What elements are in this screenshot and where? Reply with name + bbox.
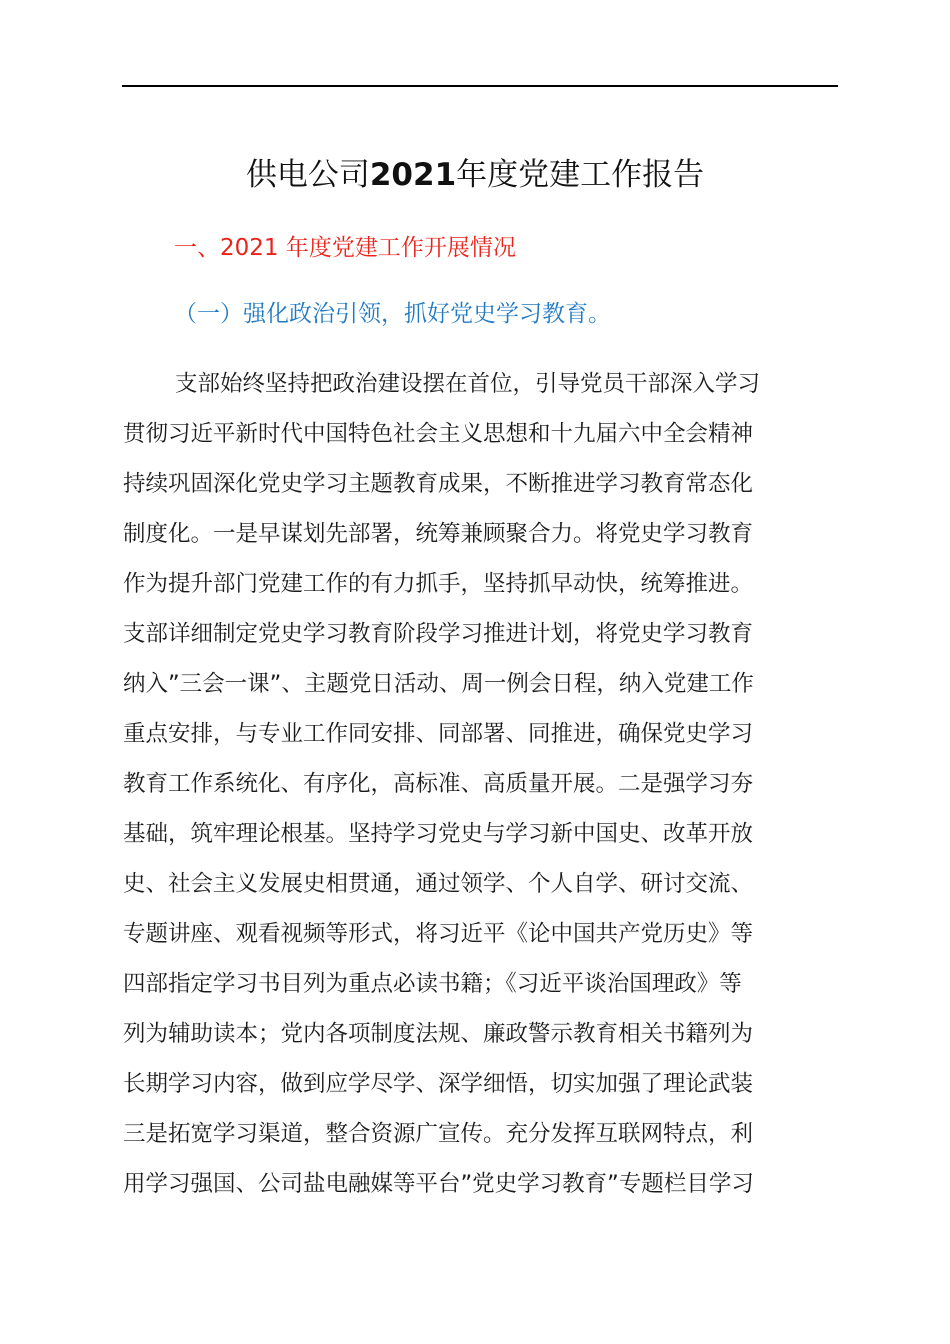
- body-line: 长期学习内容，做到应学尽学、深学细悟，切实加强了理论武装: [123, 1071, 754, 1097]
- subsection-heading: （一）强化政治引领，抓好党史学习教育。: [174, 301, 611, 327]
- body-line: 制度化。一是早谋划先部署，统筹兼顾聚合力。将党史学习教育: [123, 521, 754, 547]
- body-line: 贯彻习近平新时代中国特色社会主义思想和十九届六中全会精神: [123, 421, 754, 447]
- body-line: 用学习强国、公司盐电融媒等平台”党史学习教育”专题栏目学习: [123, 1171, 754, 1197]
- body-line: 史、社会主义发展史相贯通，通过领学、个人自学、研讨交流、: [123, 871, 754, 897]
- body-line: 支部详细制定党史学习教育阶段学习推进计划，将党史学习教育: [123, 621, 754, 647]
- body-line: 持续巩固深化党史学习主题教育成果，不断推进学习教育常态化: [123, 471, 754, 497]
- title-suffix: 年度党建工作报告: [456, 157, 705, 193]
- body-paragraph: [123, 360, 839, 1210]
- body-line: 作为提升部门党建工作的有力抓手，坚持抓早动快，统筹推进。: [123, 571, 754, 597]
- body-line: 列为辅助读本；党内各项制度法规、廉政警示教育相关书籍列为: [123, 1021, 754, 1047]
- body-line: 支部始终坚持把政治建设摆在首位，引导党员干部深入学习: [175, 371, 761, 397]
- body-line: 教育工作系统化、有序化，高标准、高质量开展。二是强学习夯: [123, 771, 754, 797]
- body-line: 三是拓宽学习渠道，整合资源广宣传。充分发挥互联网特点，利: [123, 1121, 754, 1147]
- section-heading: 一、2021 年度党建工作开展情况: [174, 235, 516, 261]
- body-line: 纳入”三会一课”、主题党日活动、周一例会日程，纳入党建工作: [123, 671, 754, 697]
- header-rule: [122, 85, 838, 87]
- body-line: 重点安排，与专业工作同安排、同部署、同推进，确保党史学习: [123, 721, 754, 747]
- body-line: 专题讲座、观看视频等形式，将习近平《论中国共产党历史》等: [123, 921, 754, 947]
- body-line: 四部指定学习书目列为重点必读书籍；《习近平谈治国理政》等: [123, 971, 742, 997]
- title-prefix: 供电公司: [245, 157, 370, 193]
- title-year: 2021: [369, 157, 457, 193]
- document-title: [0, 150, 950, 200]
- body-line: 基础，筑牢理论根基。坚持学习党史与学习新中国史、改革开放: [123, 821, 754, 847]
